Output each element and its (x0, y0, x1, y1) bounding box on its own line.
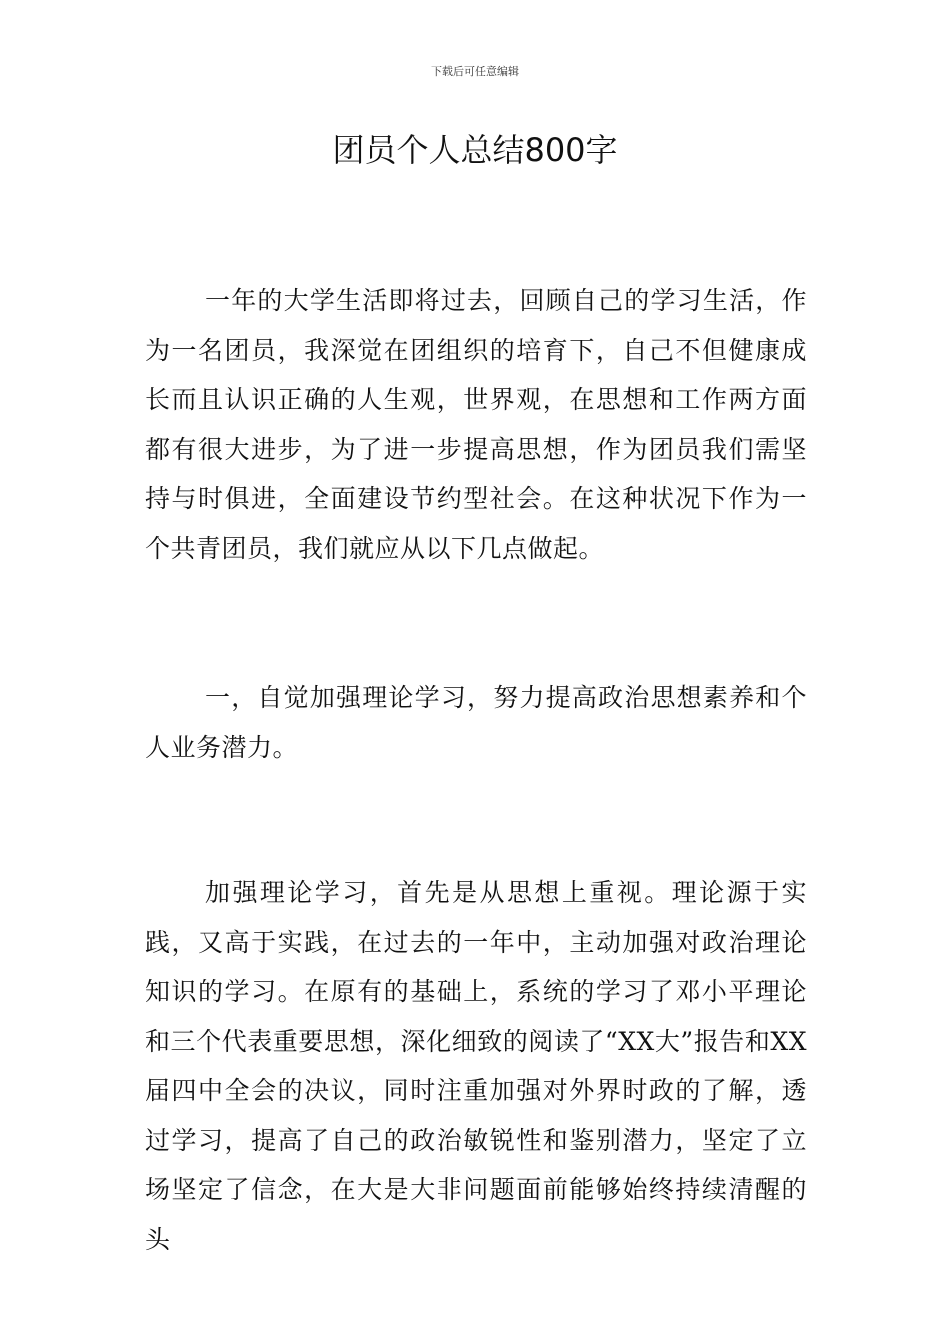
paragraph-text: 加强理论学习，首先是从思想上重视。理论源于实践，又高于实践，在过去的一年中，主动加强对政治理论知识的学习。在原有的基础上，系统的学习了邓小平理论和三个代表重要思想，深化细致的阅读了“XX大”报告和XX届四中全会的决议，同时注重加强对外界时政的了解，透过学习，提高了自己的政治敏锐性和鉴别潜力，坚定了立场坚定了信念，在大是大非问题面前能够始终持续清醒的头 (145, 878, 807, 1254)
paragraph-text: 一年的大学生活即将过去，回顾自己的学习生活，作为一名团员，我深觉在团组织的培育下，自己不但健康成长而且认识正确的人生观，世界观，在思想和工作两方面都有很大进步，为了进一步提高思想，作为团员我们需坚持与时俱进，全面建设节约型社会。在这种状况下作为一个共青团员，我们就应从以下几点做起。 (145, 286, 807, 563)
document-title: 团员个人总结800字 (332, 131, 618, 169)
header-note: 下载后可任意编辑 (431, 65, 519, 78)
paragraph-intro (145, 276, 807, 573)
paragraph-theory-study (145, 868, 807, 1264)
section-heading-1 (145, 673, 807, 772)
paragraph-text: 一，自觉加强理论学习，努力提高政治思想素养和个人业务潜力。 (145, 683, 807, 762)
